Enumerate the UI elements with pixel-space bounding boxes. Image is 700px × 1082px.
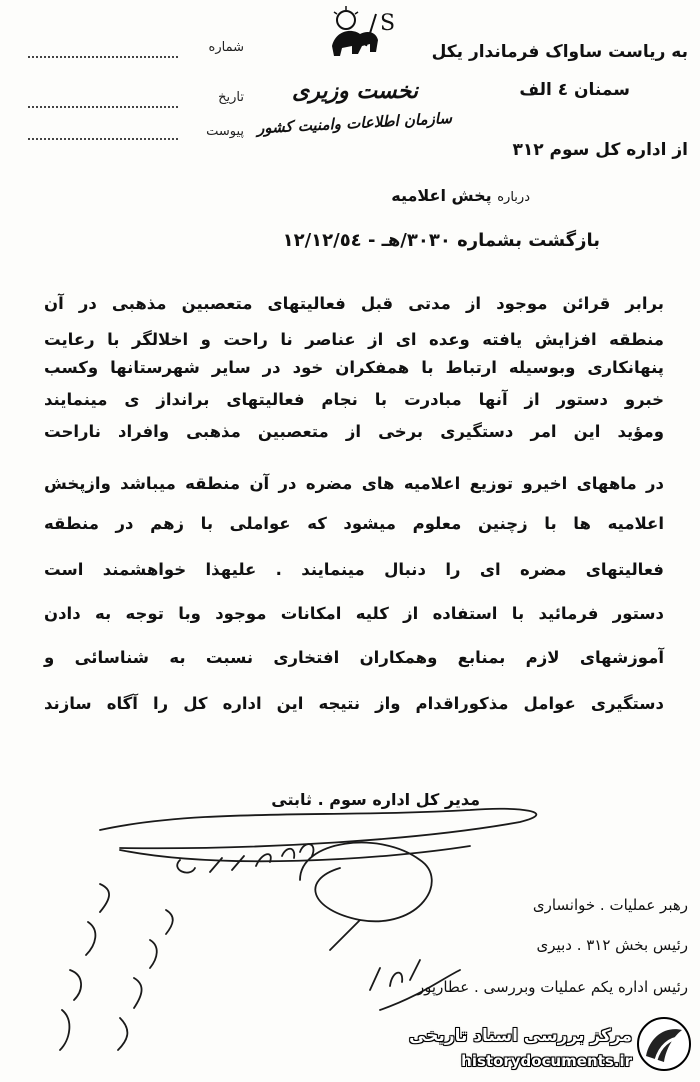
attachment-label: پیوست [206, 124, 244, 139]
first-office-head-line: رئیس اداره یکم عملیات وبررسی . عطارپور [416, 978, 688, 996]
addressee-line-1: به ریاست ساواک فرماندار یکل [431, 42, 688, 62]
operations-lead-line: رهبر عملیات . خوانساری [532, 896, 688, 914]
from-line: از اداره کل سوم ٣١٢ [512, 140, 688, 160]
body-line: خبرو دستور از آنها مبادرت با نجام فعالیتهای برانداز ی مینمایند [44, 390, 664, 409]
watermark-url: historydocuments.ir [461, 1052, 632, 1070]
history-documents-logo-icon [636, 1016, 692, 1072]
body-line: اعلامیه ها با زچنین معلوم میشود که عواملی با زهم در منطقه [44, 514, 664, 533]
body-line: دستور فرمائید با استفاده از کلیه امکانات موجود وبا توجه به دادن [44, 604, 664, 623]
svg-text:S: S [380, 11, 396, 36]
body-line: آموزشهای لازم بمنابع وهمکاران افتخاری نسبت به شناسائی و [44, 648, 664, 667]
body-line: منطقه افزایش یافته وعده ای از عناصر نا راحت و اخلالگر با رعایت [44, 330, 664, 349]
director-line: مدیر کل اداره سوم . ثابتی [271, 790, 480, 809]
body-line: ومؤید این امر دستگیری برخی از متعصبین مذهبی وافراد ناراحت [44, 422, 664, 441]
body-line: برابر قرائن موجود از مدتی قبل فعالیتهای متعصبین مذهبی در آن [44, 294, 664, 313]
addressee-line-2: سمنان ٤ الف [519, 80, 630, 100]
letterhead-subtitle: سازمان اطلاعات وامنیت کشور [256, 109, 453, 138]
section-head-line: رئیس بخش ٣١٢ . دبیری [536, 936, 688, 954]
body-line: فعالیتهای مضره ای را دنبال مینمایند . علیهذا خواهشمند است [44, 560, 664, 579]
number-label: شماره [208, 40, 244, 55]
date-label: تاریخ [218, 90, 244, 105]
subject-text: پخش اعلامیه [391, 186, 492, 205]
watermark-title: مرکز بررسی اسناد تاریخی [409, 1026, 632, 1046]
body-line: در ماههای اخیرو توزیع اعلامیه های مضره در آن منطقه میباشد وازپخش [44, 474, 664, 493]
letterhead-title: نخست وزیری [292, 78, 418, 104]
reference-line: بازگشت بشماره ٣٠٣٠/هـ - ١٢/١٢/٥٤ [282, 230, 600, 251]
body-line: پنهانکاری وبوسیله ارتباط با همفکران خود در سایر شهرستانها وکسب [44, 358, 664, 377]
subject-prefix: درباره [497, 190, 530, 205]
body-line: دستگیری عوامل مذکوراقدام واز نتیجه این اداره کل را آگاه سازند [44, 694, 664, 713]
